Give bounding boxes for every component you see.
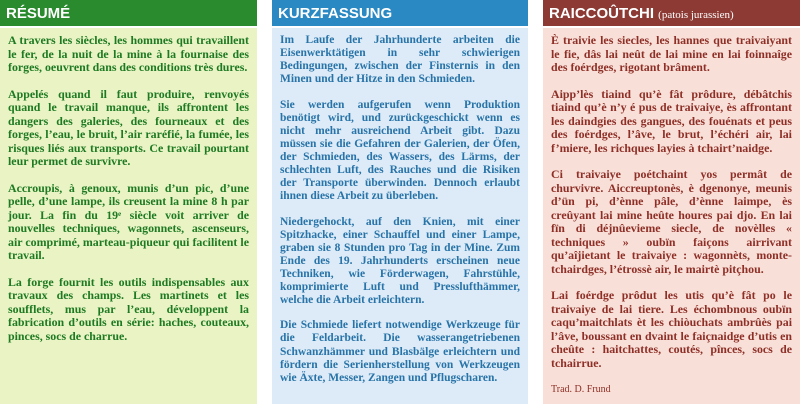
resume-paragraph-2: Appelés quand il faut produire, renvoyés quand le travail manque, ils affrontent les dangers des galeries, des fourneaux et des forges, l’eau, le bruit, l’air raréfié, la fumée, les risques liés aux transports. Ce travail pourtant leur permet de survivre. (8, 86, 249, 168)
resume-paragraph-4: La forge fournit les outils indispensables aux travaux des champs. Les martinets et les soufflets, mus par l’eau, développent la fabrication d’outils en série: haches, couteaux, pinces, socs de charrue. (8, 274, 249, 343)
raiccoutchi-paragraph-4: Lai foérdge prôdut les utis qu’è fât po le traivaiye de lai tiere. Les échombnous oubïn caqu’maitchlats èt les chiòuchats ambrûès pai l’âve, boussant en dvaint le faiçnaidge d’utis en cheûte : haitchattes, coutés, pînces, socs de tchairrue. (551, 288, 792, 370)
raiccoutchi-body (543, 28, 800, 404)
resume-body (0, 28, 257, 404)
kurzfassung-column (272, 0, 528, 404)
kurzfassung-paragraph-4: Die Schmiede liefert notwendige Werkzeuge für die Feldarbeit. Die wasserangetriebenen Schwanzhämmer und Blasbälge erleichtern und fördern die Serienherstellung von Werkzeugen wie Äxte, Messer, Zangen und Pflugscharen. (280, 319, 520, 384)
raiccoutchi-paragraph-2: Aipp’lès tiaind qu’è fât prôdure, débâtchis tiaind qu’è n’y é pus de traivaiye, ès affrontant les daindgies des gangues, des fouénats et peus des foérdges, l’âve, le brut, l’échéri air, lai f’miere, les richques layies à tchairt’naidge. (551, 86, 792, 155)
kurzfassung-paragraph-2: Sie werden aufgerufen wenn Produktion benötigt wird, und zurückgeschickt wenn es nicht mehr ausreichend Arbeit gibt. Dazu müssen sie die Gefahren der Galerien, der Öfen, der Schmieden, des Wassers, des Lärms, der schlechten Luft, des Rauches und die Risiken der Transporte überwinden. Dennoch erlaubt ihnen diese Arbeit zu überleben. (280, 98, 520, 203)
kurzfassung-body (272, 28, 528, 404)
kurzfassung-paragraph-1: Im Laufe der Jahrhunderte arbeiten die Eisenwerktätigen in sehr schwierigen Bedingungen, zwischen der Finsternis in den Minen und der Hitze in den Schmieden. (280, 34, 520, 86)
resume-title: RÉSUMÉ (6, 5, 71, 22)
resume-header (0, 0, 257, 26)
kurzfassung-header (272, 0, 528, 26)
raiccoutchi-paragraph-3: Ci traivaiye poétchaint yos permât de churvivre. Aiccreuptonès, è dgenonye, meunis d’ün pi, d’ènne pâle, d’ènne laimpe, ès creûyant lai mine heûte houres pai djo. En lai fïn di déjnûevieme siecle, de novèlles « techniques » oubïn faiçons airrivant qu’aîjietant le traivaiye : wagonnèts, monte-tchairdges, l’étrossè air, le mairtè pitçhou. (551, 167, 792, 276)
raiccoutchi-subtitle: (patois jurassien) (658, 9, 734, 21)
raiccoutchi-title: RAICCOÛTCHI (549, 5, 654, 22)
resume-paragraph-1: A travers les siècles, les hommes qui travaillent le fer, de la nuit de la mine à la fournaise des forges, oeuvrent dans des conditions très dures. (8, 33, 249, 74)
raiccoutchi-column (543, 0, 800, 404)
resume-paragraph-3: Accroupis, à genoux, munis d’un pic, d’une pelle, d’une lampe, ils creusent la mine 8 h par jour. La fin du 19ᵉ siècle voit arriver de nouvelles techniques, wagonnets, ascenseurs, air comprimé, marteau-piqueur qui facilitent le travail. (8, 180, 249, 262)
resume-column (0, 0, 257, 404)
kurzfassung-paragraph-3: Niedergehockt, auf den Knien, mit einer Spitzhacke, einer Schauffel und einer Lampe, graben sie 8 Stunden pro Tag in der Mine. Zum Ende des 19. Jahrhunderts erscheinen neue Techniken, wie Förderwagen, Fahrstühle, komprimierte Luft und Presslufthämmer, welche die Arbeit erleichtern. (280, 215, 520, 307)
raiccoutchi-header (543, 0, 800, 26)
kurzfassung-title: KURZFASSUNG (278, 5, 393, 22)
raiccoutchi-paragraph-1: È traivie les siecles, les hannes que traivaiyant le fie, dâs lai neût de lai mine en lai foinnaîge des foérdges, rigotant brâment. (551, 33, 792, 74)
translation-credit: Trad. D. Frund (551, 384, 611, 395)
